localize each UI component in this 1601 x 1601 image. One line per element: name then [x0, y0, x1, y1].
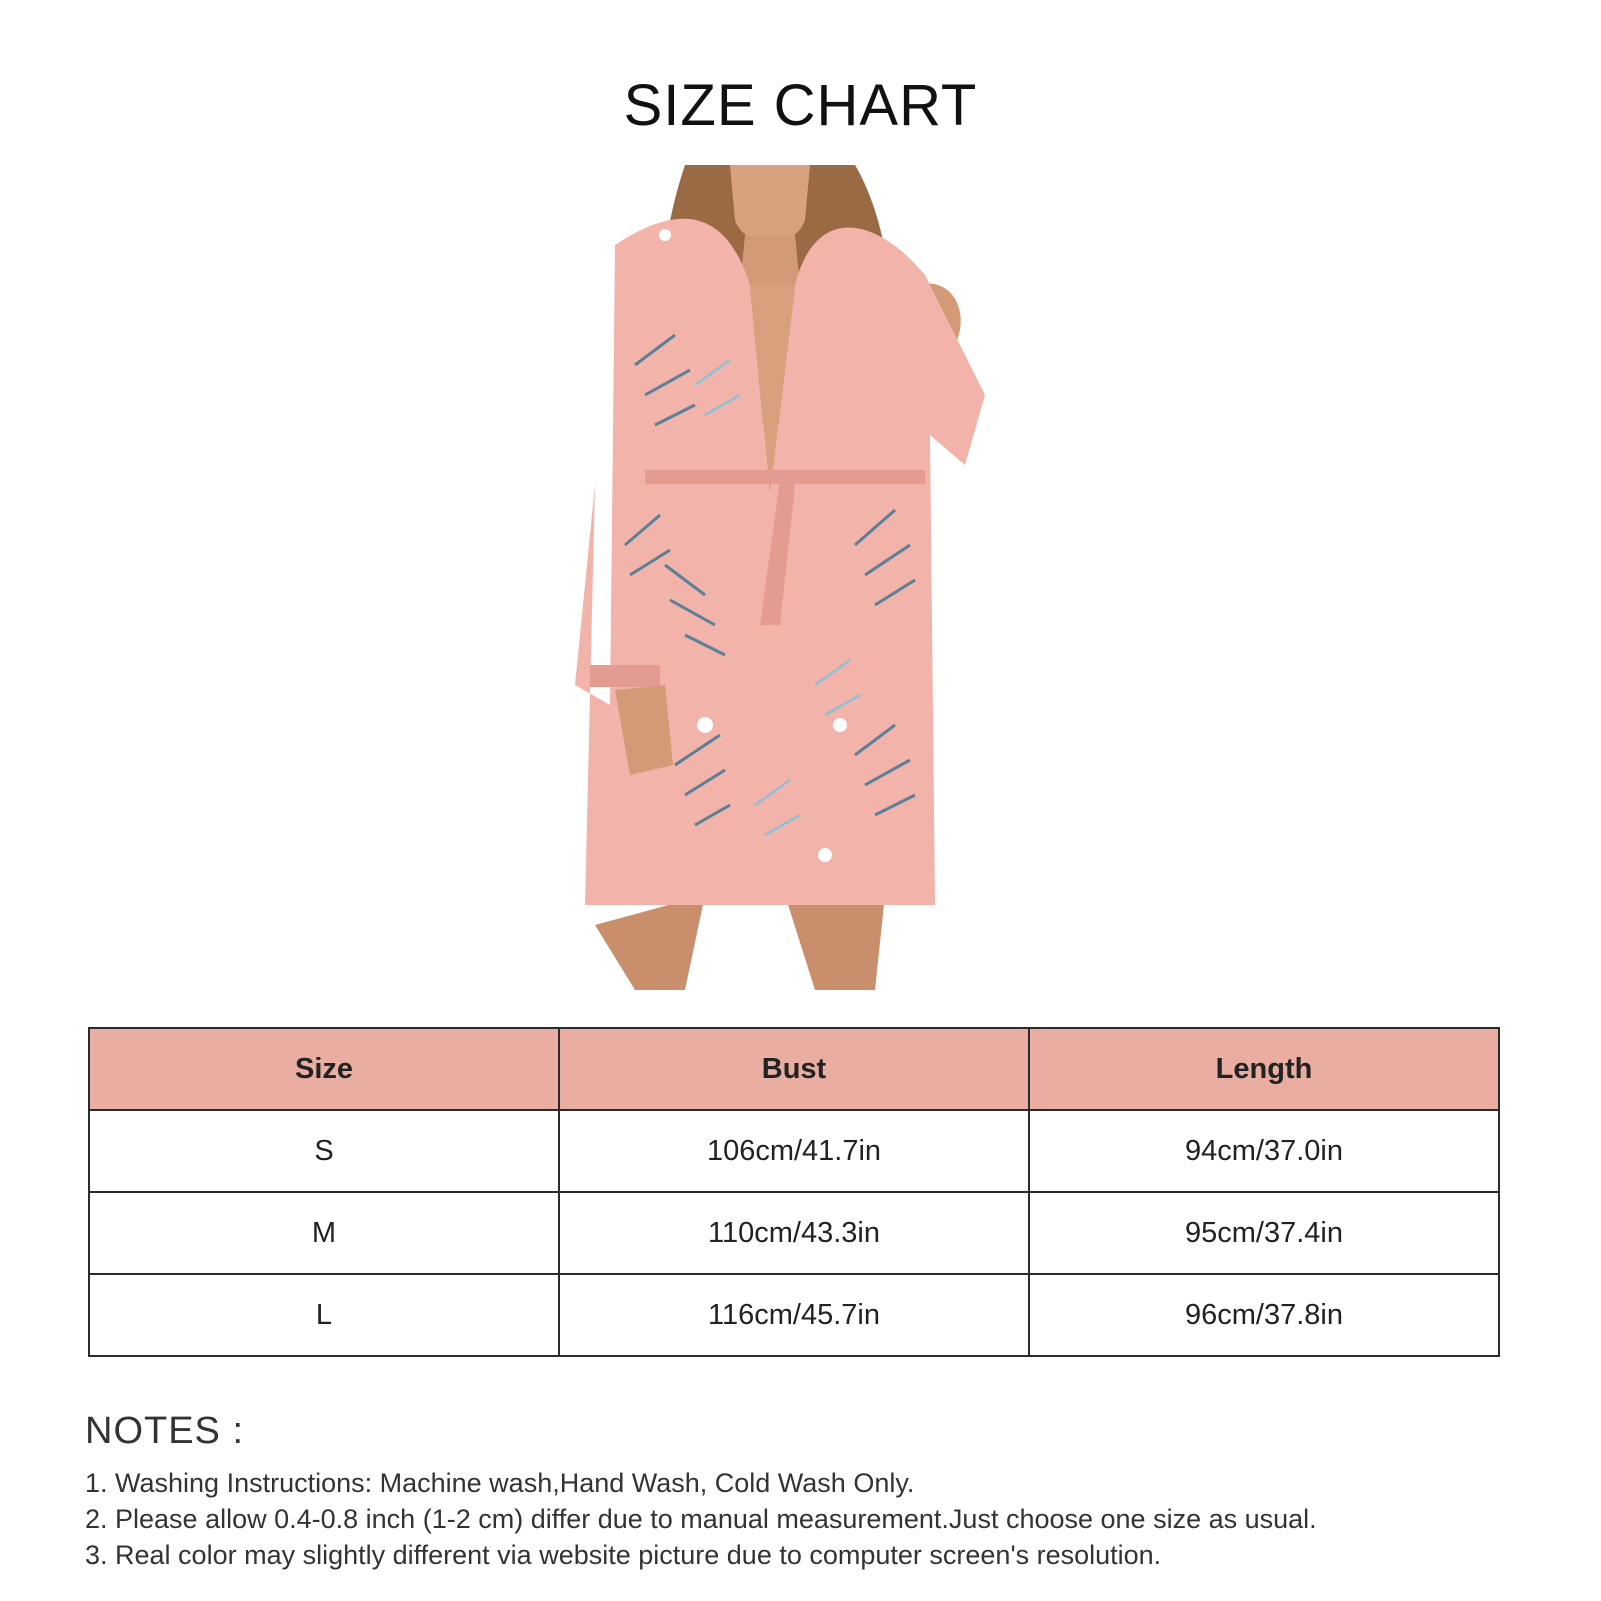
- header-length: Length: [1029, 1028, 1499, 1110]
- page-title: SIZE CHART: [623, 73, 978, 138]
- cell-length: 96cm/37.8in: [1029, 1274, 1499, 1356]
- cell-size: S: [89, 1110, 559, 1192]
- cell-size: L: [89, 1274, 559, 1356]
- table-row: [89, 1274, 1499, 1356]
- table-row: [89, 1192, 1499, 1274]
- table-header-row: [89, 1028, 1499, 1110]
- table-row: [89, 1110, 1499, 1192]
- cell-bust: 106cm/41.7in: [559, 1110, 1029, 1192]
- cell-length: 94cm/37.0in: [1029, 1110, 1499, 1192]
- notes-heading: NOTES :: [85, 1410, 245, 1452]
- model-photo-icon: [555, 165, 985, 990]
- notes-section: [85, 1410, 1545, 1573]
- header-bust: Bust: [559, 1028, 1029, 1110]
- note-item: 3. Real color may slightly different via website picture due to computer screen's resolution.: [85, 1540, 1162, 1570]
- cell-bust: 116cm/45.7in: [559, 1274, 1029, 1356]
- header-size: Size: [89, 1028, 559, 1110]
- model-photo: [555, 165, 985, 990]
- cell-bust: 110cm/43.3in: [559, 1192, 1029, 1274]
- size-table: [88, 1027, 1500, 1357]
- note-item: 2. Please allow 0.4-0.8 inch (1-2 cm) differ due to manual measurement.Just choose one size as usual.: [85, 1504, 1317, 1534]
- note-item: 1. Washing Instructions: Machine wash,Hand Wash, Cold Wash Only.: [85, 1468, 915, 1498]
- cell-size: M: [89, 1192, 559, 1274]
- cell-length: 95cm/37.4in: [1029, 1192, 1499, 1274]
